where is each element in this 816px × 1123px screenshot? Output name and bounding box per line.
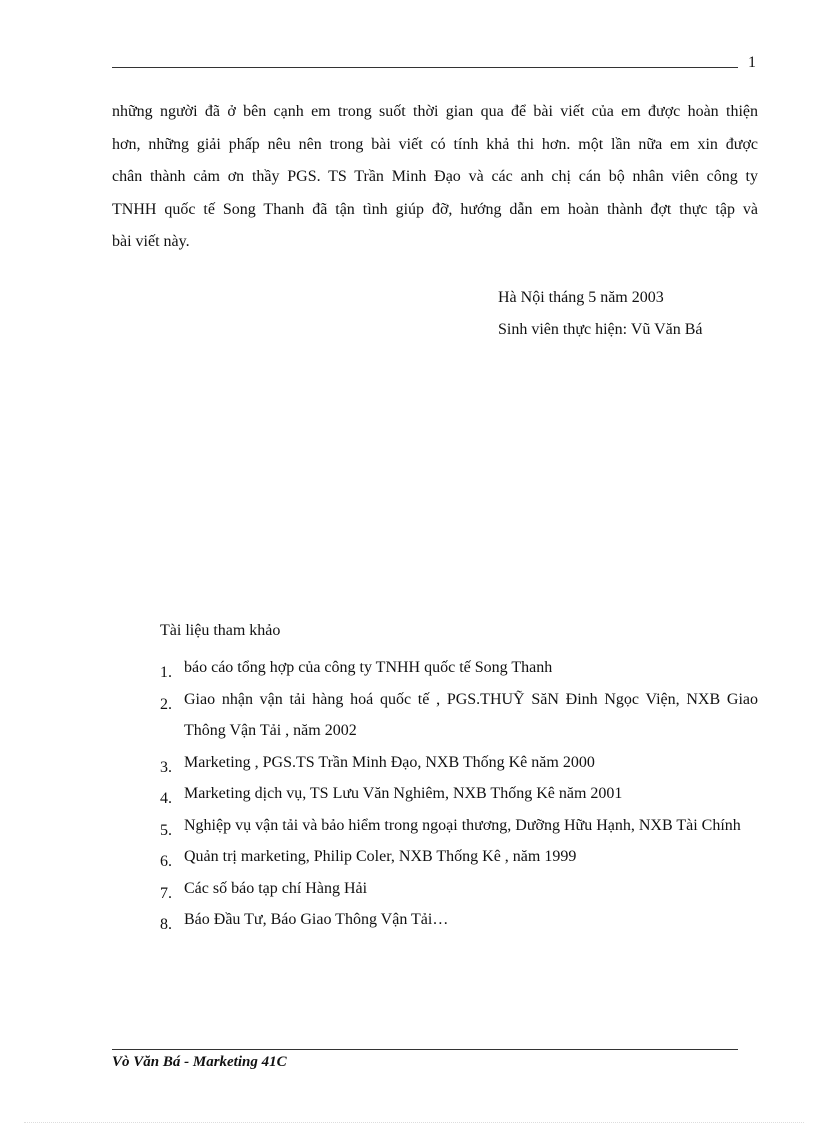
reference-text: Báo Đầu Tư, Báo Giao Thông Vận Tải… xyxy=(184,911,449,928)
reference-item xyxy=(160,778,758,810)
reference-number: 7. xyxy=(160,884,172,902)
reference-text: Giao nhận vận tải hàng hoá quốc tế , PGS.THUỸ SăN Đinh Ngọc Viện, NXB Giao Thông Vận Tải , năm 2002 xyxy=(184,690,758,739)
student-name: Sinh viên thực hiện: Vũ Văn Bá xyxy=(498,321,703,338)
reference-number: 4. xyxy=(160,790,172,807)
reference-item xyxy=(160,904,758,936)
body-line: chân thành cảm ơn thầy PGS. TS Trần Minh Đạo và các anh chị cán bộ nhân viên công ty xyxy=(112,168,758,185)
reference-item xyxy=(160,652,758,684)
reference-item xyxy=(160,841,758,873)
reference-number: 8. xyxy=(160,916,172,933)
reference-text: Các số báo tạp chí Hàng Hải xyxy=(184,879,368,897)
body-paragraph xyxy=(112,96,758,259)
reference-item xyxy=(160,810,758,842)
reference-item xyxy=(160,747,758,779)
footer-rule xyxy=(112,1049,738,1050)
footer-author: Vò Văn Bá - Marketing 41C xyxy=(112,1054,287,1070)
references-title: Tài liệu tham khảo xyxy=(160,622,281,639)
signature-block xyxy=(498,282,703,346)
reference-item xyxy=(160,684,758,747)
reference-item xyxy=(160,873,758,905)
reference-number: 2. xyxy=(160,695,172,713)
reference-text: Nghiệp vụ vận tải và bảo hiểm trong ngoại thương, Dưỡng Hữu Hạnh, NXB Tài Chính xyxy=(184,816,741,834)
reference-text: Quản trị marketing, Philip Coler, NXB Thống Kê , năm 1999 xyxy=(184,848,577,865)
reference-number: 5. xyxy=(160,821,172,839)
reference-number: 1. xyxy=(160,664,172,681)
body-line: hơn, những giải phấp nêu nên trong bài viết có tính khả thi hơn. một lần nữa em xin được xyxy=(112,135,758,153)
body-line: bài viết này. xyxy=(112,233,190,250)
place-date: Hà Nội tháng 5 năm 2003 xyxy=(498,289,664,306)
body-line: TNHH quốc tế Song Thanh đã tận tình giúp đỡ, hướng dẫn em hoàn thành đợt thực tập và xyxy=(112,200,758,218)
references-list xyxy=(160,652,758,936)
reference-number: 3. xyxy=(160,758,172,776)
reference-text: báo cáo tổng hợp của công ty TNHH quốc tế Song Thanh xyxy=(184,659,553,676)
body-line: những người đã ở bên cạnh em trong suốt thời gian qua để bài viết của em được hoàn thiện xyxy=(112,103,758,120)
page-number: 1 xyxy=(748,54,756,71)
reference-text: Marketing dịch vụ, TS Lưu Văn Nghiêm, NXB Thống Kê năm 2001 xyxy=(184,785,623,802)
header-rule xyxy=(112,67,738,68)
reference-text: Marketing , PGS.TS Trần Minh Đạo, NXB Thống Kê năm 2000 xyxy=(184,753,595,771)
reference-number: 6. xyxy=(160,853,172,870)
